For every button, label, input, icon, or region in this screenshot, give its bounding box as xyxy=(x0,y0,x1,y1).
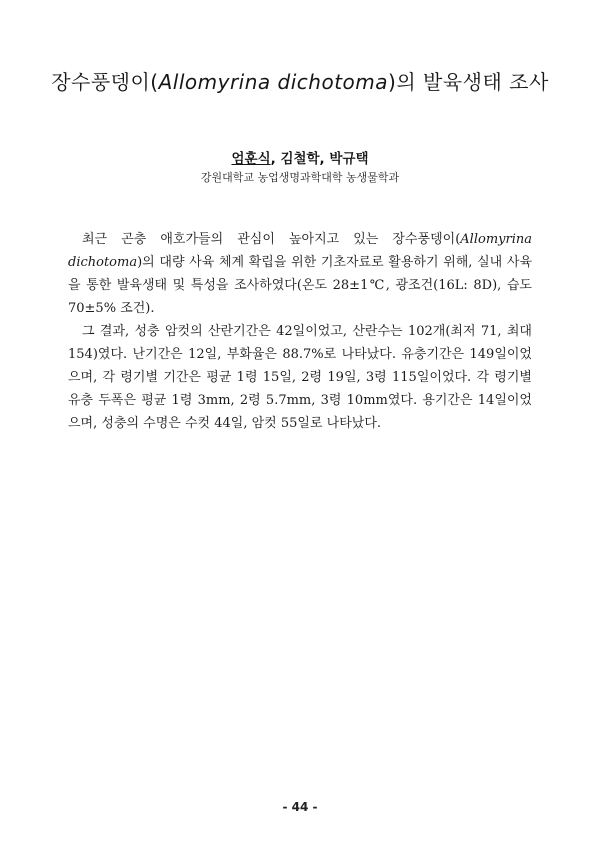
title-suffix: )의 발육생태 조사 xyxy=(388,70,549,94)
co-authors: , 김철학, 박규택 xyxy=(270,151,369,167)
paper-title xyxy=(0,66,600,95)
abstract-p1-species: Allomyrina dichotoma xyxy=(68,232,532,270)
abstract-p1-text-a: 최근 곤충 애호가들의 관심이 높아지고 있는 장수풍뎅이( xyxy=(82,232,461,247)
affiliation: 강원대학교 농업생명과학대학 농생물학과 xyxy=(200,171,400,184)
title-prefix: 장수풍뎅이( xyxy=(51,70,159,94)
page-number: - 44 - xyxy=(282,800,318,814)
abstract-paragraph-1 xyxy=(68,228,532,320)
author-list xyxy=(0,147,600,167)
abstract-body xyxy=(68,228,532,435)
title-species: Allomyrina dichotoma xyxy=(158,70,389,94)
abstract-p1-text-b: )의 대량 사육 체계 확립을 위한 기초자료로 활용하기 위해, 실내 사육을 통한 발육생태 및 특성을 조사하였다(온도 28±1℃, 광조건(16L: 8D), 습도 70±5% 조건). xyxy=(68,255,532,316)
presenting-author: 엄훈식 xyxy=(231,151,271,167)
abstract-paragraph-2: 그 결과, 성충 암컷의 산란기간은 42일이었고, 산란수는 102개(최저 71, 최대 154)였다. 난기간은 12일, 부화율은 88.7%로 나타났다. 유충기간은 149일이었으며, 각 령기별 기간은 평균 1령 15일, 2령 19일, 3령 115일이었다. 각 령기별 유충 두폭은 평균 1령 3mm, 2령 5.7mm, 3령 10mm였다. 용기간은 14일이었으며, 성충의 수명은 수컷 44일, 암컷 55일로 나타났다. xyxy=(68,324,532,431)
